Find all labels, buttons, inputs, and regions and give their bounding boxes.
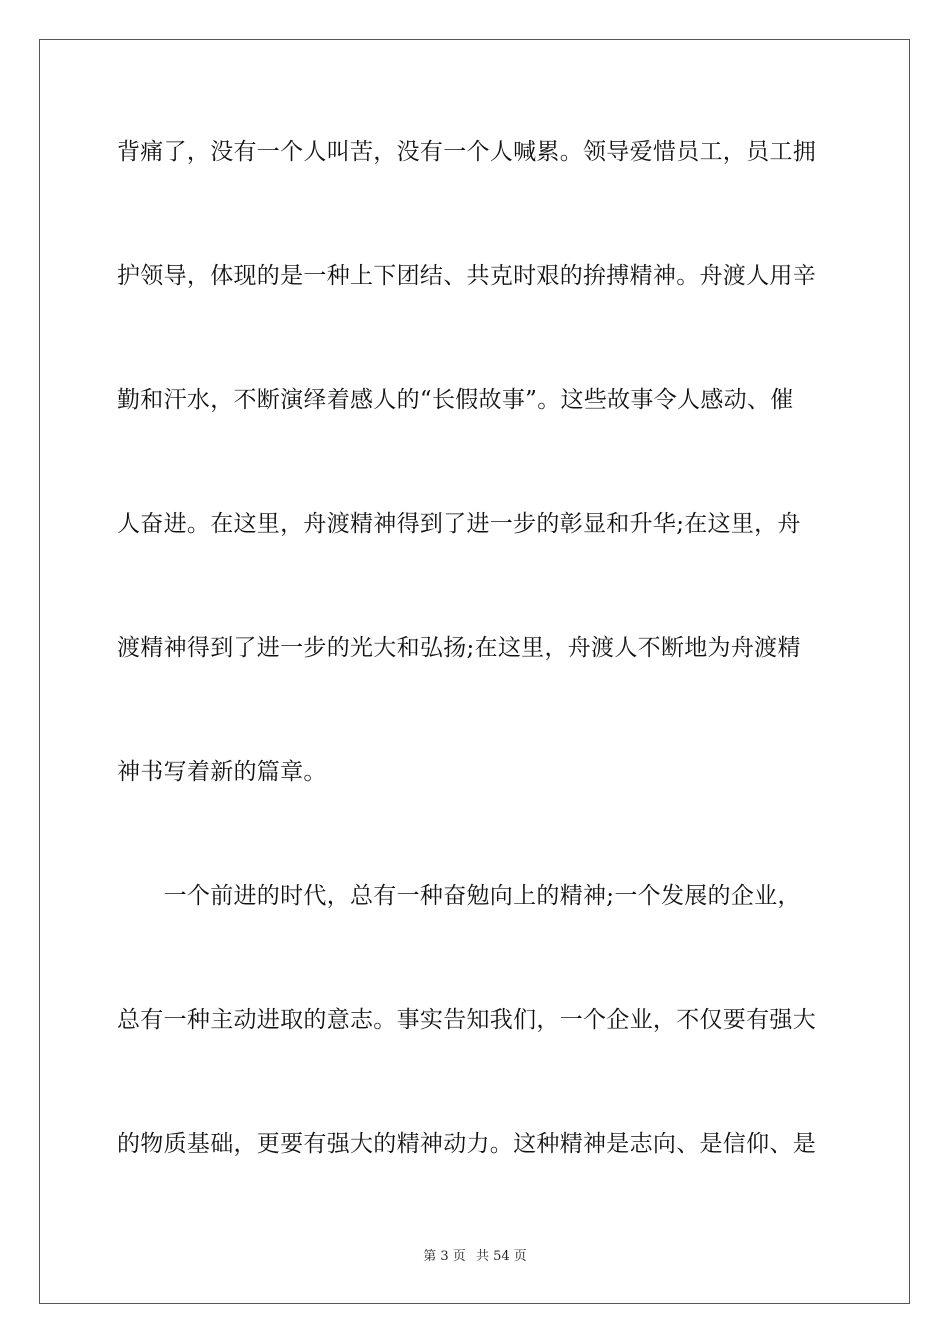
text-line: 背痛了，没有一个人叫苦，没有一个人喊累。领导爱惜员工，员工拥 <box>117 139 816 165</box>
text-line: 勤和汗水，不断演绎着感人的“长假故事”。这些故事令人感动、催 <box>117 387 794 413</box>
text-line: 渡精神得到了进一步的光大和弘扬;在这里，舟渡人不断地为舟渡精 <box>117 635 801 661</box>
text-line: 的物质基础，更要有强大的精神动力。这种精神是志向、是信仰、是 <box>117 1131 816 1157</box>
text-line: 护领导，体现的是一种上下团结、共克时艰的拚搏精神。舟渡人用辛 <box>117 263 816 289</box>
page-footer <box>0 1245 950 1264</box>
text-line: 神书写着新的篇章。 <box>117 759 327 785</box>
text-line: 一个前进的时代，总有一种奋勉向上的精神;一个发展的企业， <box>117 883 801 909</box>
page-total: 共 54 页 <box>475 1249 527 1264</box>
page-border <box>39 39 910 1304</box>
text-line: 总有一种主动进取的意志。事实告知我们，一个企业，不仅要有强大 <box>117 1007 816 1033</box>
page-number: 第 3 页 <box>423 1249 466 1264</box>
text-line: 人奋进。在这里，舟渡精神得到了进一步的彰显和升华;在这里，舟 <box>117 511 801 537</box>
